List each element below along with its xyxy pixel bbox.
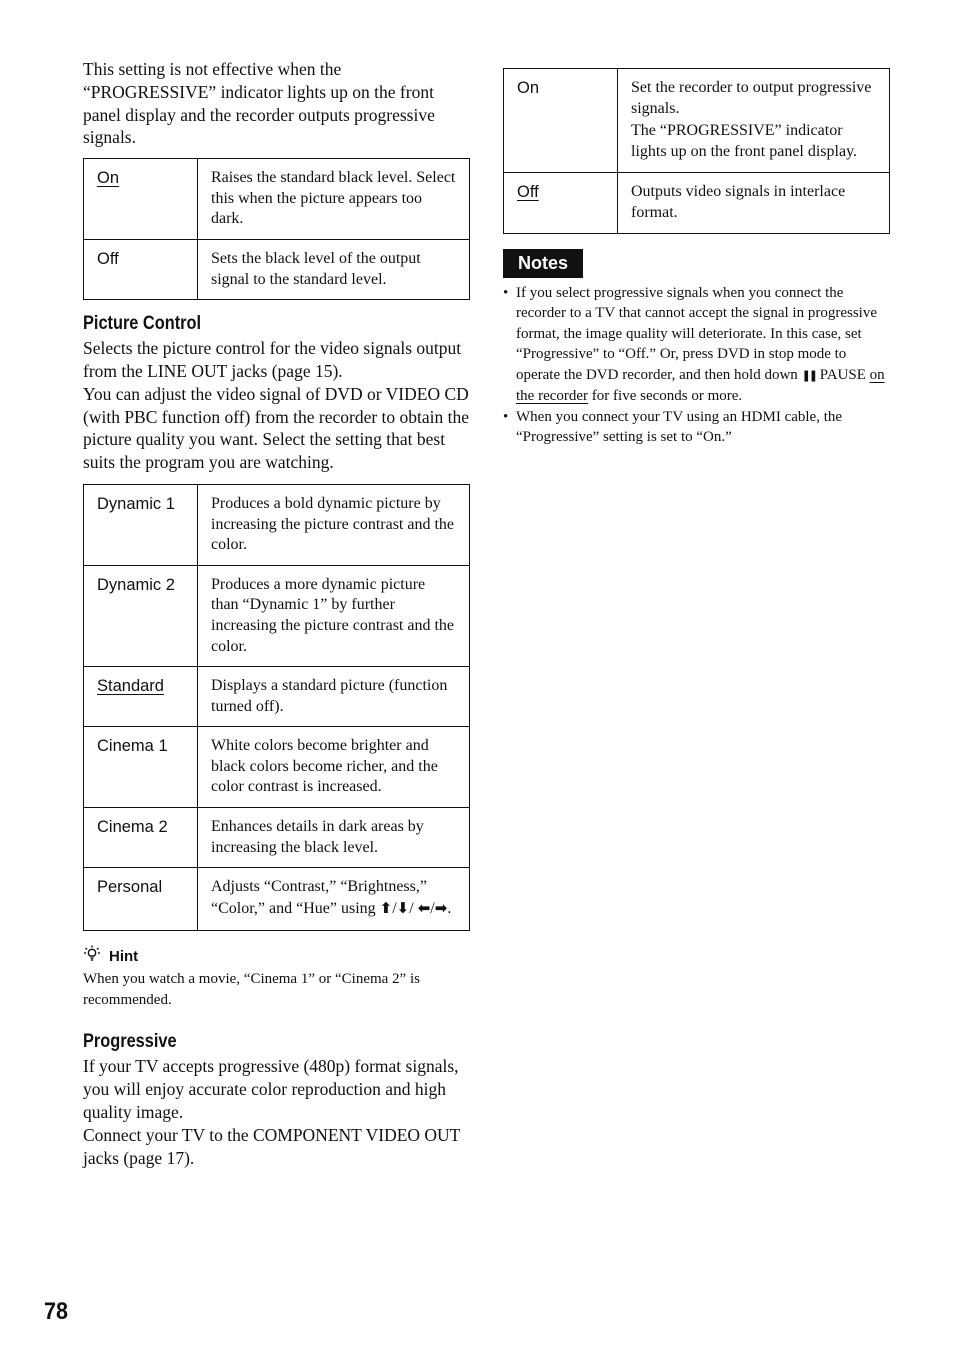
note-text: for five seconds or more. xyxy=(588,388,743,405)
option-key-cinema-2: Cinema 2 xyxy=(84,808,198,868)
hint-heading xyxy=(83,945,470,967)
table-row xyxy=(84,808,470,868)
option-key-personal: Personal xyxy=(84,868,198,931)
black-level-table xyxy=(83,158,470,300)
option-key-on: On xyxy=(97,169,120,188)
right-column xyxy=(503,68,890,448)
picture-control-table xyxy=(83,484,470,932)
table-row xyxy=(84,868,470,931)
arrow-up-icon: ⬆ xyxy=(379,898,393,917)
option-desc: White colors become brighter and black colors become richer, and the color contrast is increased. xyxy=(198,727,470,808)
option-key-on: On xyxy=(504,69,618,173)
progressive-table xyxy=(503,68,890,234)
arrow-left-icon: ⬅ xyxy=(417,898,431,917)
notes-list xyxy=(503,283,890,448)
hint-label: Hint xyxy=(109,947,139,965)
arrow-right-icon: ➡ xyxy=(434,898,448,917)
slash-separator: / xyxy=(409,899,414,917)
list-item xyxy=(503,283,890,407)
notes-label: Notes xyxy=(503,249,583,278)
option-desc: Enhances details in dark areas by increasing the black level. xyxy=(198,808,470,868)
progressive-heading: Progressive xyxy=(83,1031,177,1053)
option-desc: Sets the black level of the output signal to the standard level. xyxy=(198,239,470,299)
picture-control-heading: Picture Control xyxy=(83,313,202,335)
option-key-off: Off xyxy=(517,183,539,202)
hint-text: When you watch a movie, “Cinema 1” or “Cinema 2” is recommended. xyxy=(83,971,420,1008)
left-column xyxy=(83,58,470,1169)
table-row xyxy=(84,239,470,299)
black-level-intro: This setting is not effective when the “PROGRESSIVE” indicator lights up on the front panel display and the recorder outputs progressive signals. xyxy=(83,59,435,148)
personal-desc-text: Adjusts “Contrast,” “Brightness,” “Color,” and “Hue” using xyxy=(211,878,427,917)
table-row xyxy=(504,173,890,233)
list-item: • When you connect your TV using an HDMI cable, the “Progressive” setting is set to “On.” xyxy=(503,407,890,448)
on-the-recorder-link[interactable]: on the recorder xyxy=(516,366,885,405)
option-desc: Produces a bold dynamic picture by increasing the picture contrast and the color. xyxy=(198,484,470,565)
lightbulb-icon xyxy=(83,945,103,967)
table-row xyxy=(84,667,470,727)
option-key-cinema-1: Cinema 1 xyxy=(84,727,198,808)
option-desc: Raises the standard black level. Select this when the picture appears too dark. xyxy=(198,159,470,240)
option-desc xyxy=(198,868,470,931)
option-desc: Set the recorder to output progressive signals. xyxy=(631,79,872,117)
table-row xyxy=(84,484,470,565)
note-text: If you select progressive signals when you connect the recorder to a TV that cannot accept the signal in progressive format, the image quality will deteriorate. In this case, set “Progressive” to “Off.” Or, press DVD in stop mode to operate the DVD recorder, and then hold down xyxy=(516,284,877,383)
notes-section xyxy=(503,249,890,448)
pause-label: PAUSE xyxy=(816,366,870,383)
table-row xyxy=(84,727,470,808)
table-row xyxy=(84,565,470,666)
picture-control-intro-2: You can adjust the video signal of DVD or VIDEO CD (with PBC function off) from the recorder to obtain the picture quality you want. Select the setting that best suits the program you are watching. xyxy=(83,383,470,473)
option-desc-extra: The “PROGRESSIVE” indicator lights up on the front panel display. xyxy=(631,122,858,160)
option-desc: Outputs video signals in interlace format. xyxy=(618,173,890,233)
option-desc: Displays a standard picture (function turned off). xyxy=(198,667,470,727)
slash-separator: / xyxy=(392,899,397,917)
option-key-standard: Standard xyxy=(97,677,164,696)
slash-separator: / xyxy=(430,899,435,917)
progressive-intro-1: If your TV accepts progressive (480p) format signals, you will enjoy accurate color reproduction and high quality image. xyxy=(83,1056,459,1123)
page-number: 78 xyxy=(44,1298,69,1325)
table-row xyxy=(84,159,470,240)
option-key-dynamic-1: Dynamic 1 xyxy=(84,484,198,565)
picture-control-intro-1: Selects the picture control for the video signals output from the LINE OUT jacks (page 15). xyxy=(83,338,462,381)
progressive-intro-2: Connect your TV to the COMPONENT VIDEO OUT jacks (page 17). xyxy=(83,1124,461,1168)
option-desc: Produces a more dynamic picture than “Dynamic 1” by further increasing the picture contrast and the color. xyxy=(198,565,470,666)
option-key-dynamic-2: Dynamic 2 xyxy=(84,565,198,666)
arrow-down-icon: ⬇ xyxy=(396,898,410,917)
pause-icon: ❚❚ xyxy=(801,368,816,382)
option-key-off: Off xyxy=(84,239,198,299)
table-row xyxy=(504,69,890,173)
period: . xyxy=(447,899,452,917)
